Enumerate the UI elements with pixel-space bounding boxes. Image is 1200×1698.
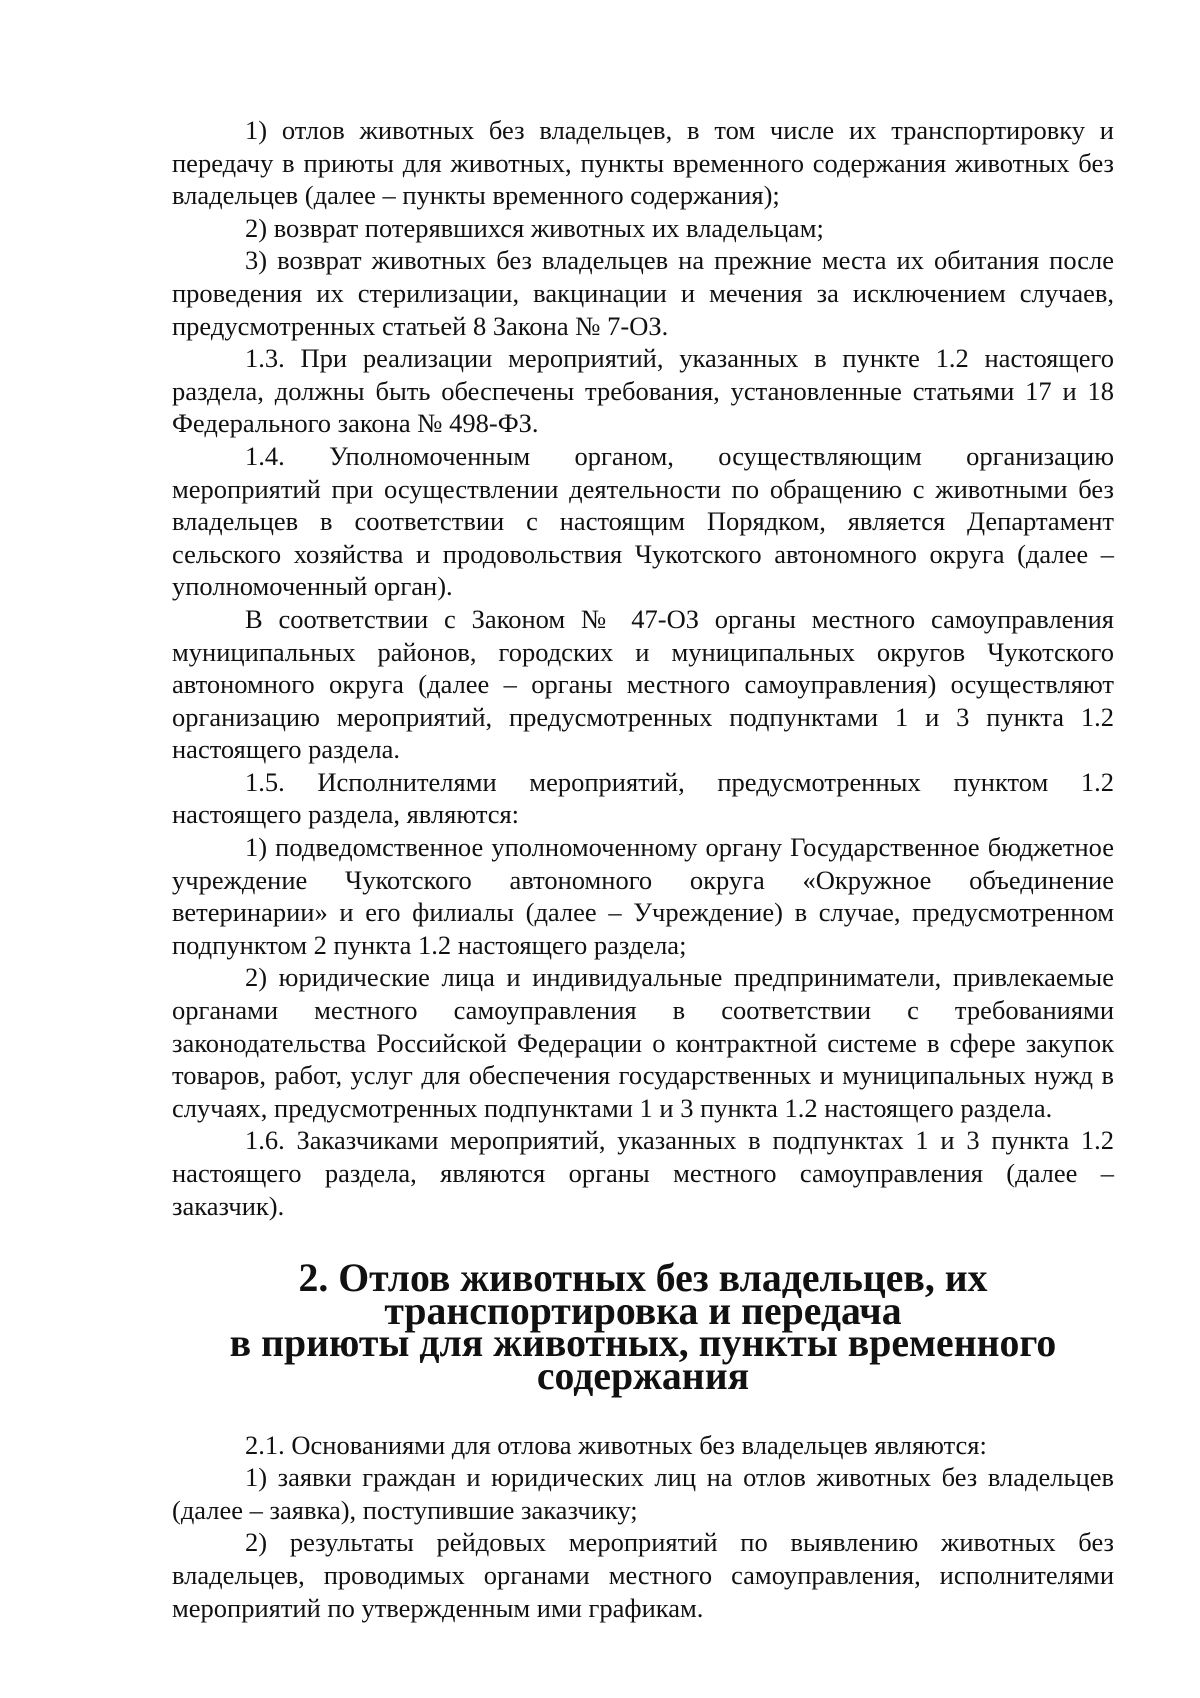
paragraph-2-1-clause: 2.1. Основаниями для отлова животных без владельцев являются: xyxy=(245,1429,987,1460)
section-2-heading-line-1: 2. Отлов животных без владельцев, их транспортировка и передача xyxy=(298,1256,988,1333)
section-2-heading xyxy=(172,1256,1114,1398)
paragraph-1-3-clause: 1.3. При реализации мероприятий, указанных в пункте 1.2 настоящего раздела, должны быть обеспечены требования, установленные статьями 17 и 18 Федерального закона № 498-ФЗ. xyxy=(172,343,1114,439)
paragraph-1-5-clause: 1.5. Исполнителями мероприятий, предусмотренных пунктом 1.2 настоящего раздела, являются: xyxy=(172,766,1114,830)
paragraph-law-47: В соответствии с Законом № 47-ОЗ органы местного самоуправления муниципальных районов, городских и муниципальных округов Чукотского автономного округа (далее – органы местного самоуправления) осуществляют организацию мероприятий, предусмотренных подпунктами 1 и 3 пункта 1.2 настоящего раздела. xyxy=(172,603,1114,765)
document-page xyxy=(172,114,1114,1624)
paragraph-1-5-item-1: 1) подведомственное уполномоченному органу Государственное бюджетное учреждение Чукотского автономного округа «Окружное объединение ветеринарии» и его филиалы (далее – Учреждение) в случае, предусмотренном подпунктом 2 пункта 1.2 настоящего раздела; xyxy=(172,832,1114,960)
paragraph-2-1-item-1: 1) заявки граждан и юридических лиц на отлов животных без владельцев (далее – заявка), поступившие заказчику; xyxy=(172,1462,1114,1525)
paragraph-1-4-clause: 1.4. Уполномоченным органом, осуществляющим организацию мероприятий при осуществлении деятельности по обращению с животными без владельцев в соответствии с настоящим Порядком, является Департамент сельского хозяйства и продовольствия Чукотского автономного округа (далее – уполномоченный орган). xyxy=(172,440,1114,602)
paragraph-1-6-clause: 1.6. Заказчиками мероприятий, указанных в подпунктах 1 и 3 пункта 1.2 настоящего раздела, являются органы местного самоуправления (далее – заказчик). xyxy=(172,1125,1114,1221)
paragraph-1-2: 2) возврат потерявшихся животных их владельцам; xyxy=(245,212,824,243)
section-2-heading-line-2: в приюты для животных, пункты временного содержания xyxy=(229,1321,1057,1398)
paragraph-1-1: 1) отлов животных без владельцев, в том числе их транспортировку и передачу в приюты для животных, пункты временного содержания животных без владельцев (далее – пункты временного содержания); xyxy=(172,115,1114,211)
paragraph-1-3: 3) возврат животных без владельцев на прежние места их обитания после проведения их стерилизации, вакцинации и мечения за исключением случаев, предусмотренных статьей 8 Закона № 7-ОЗ. xyxy=(172,245,1114,341)
paragraph-1-5-item-2: 2) юридические лица и индивидуальные предприниматели, привлекаемые органами местного самоуправления в соответствии с требованиями законодательства Российской Федерации о контрактной системе в сфере закупок товаров, работ, услуг для обеспечения государственных и муниципальных нужд в случаях, предусмотренных подпунктами 1 и 3 пункта 1.2 настоящего раздела. xyxy=(172,962,1114,1123)
paragraph-2-1-item-2: 2) результаты рейдовых мероприятий по выявлению животных без владельцев, проводимых органами местного самоуправления, исполнителями мероприятий по утвержденным ими графикам. xyxy=(172,1527,1114,1623)
